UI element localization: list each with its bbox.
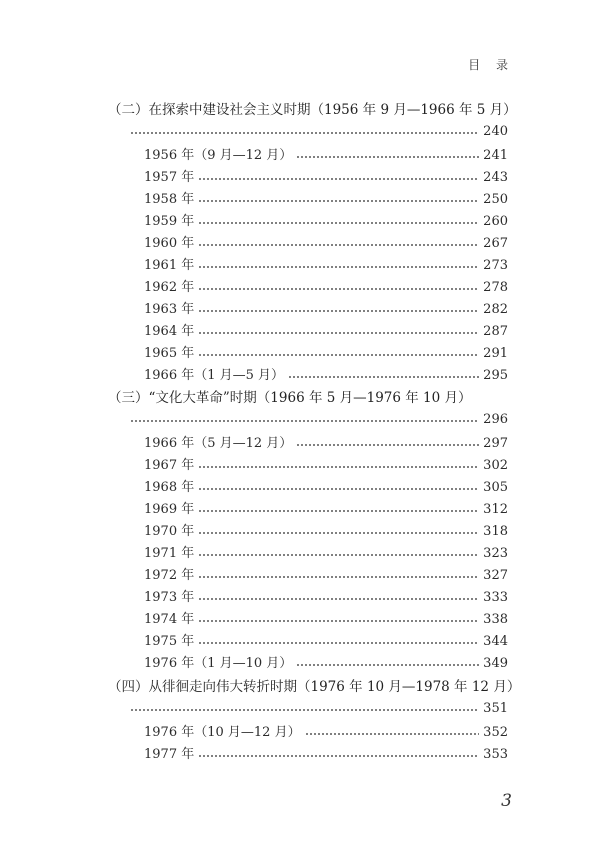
page-ref: 287	[483, 324, 508, 339]
entry-label: 1976 年（10 月—12 月）	[144, 725, 301, 740]
toc-entry[interactable]	[144, 564, 508, 583]
page-ref: 352	[483, 725, 508, 740]
toc-entry[interactable]	[144, 520, 508, 539]
dot-leader	[198, 500, 479, 513]
toc-entry[interactable]	[144, 608, 508, 627]
dot-leader	[198, 610, 479, 623]
toc-entry[interactable]	[144, 652, 508, 671]
entry-label: 1971 年	[144, 546, 195, 561]
dot-leader	[198, 234, 479, 247]
page-ref: 260	[483, 214, 508, 229]
page-ref: 338	[483, 612, 508, 627]
toc-entry[interactable]	[144, 586, 508, 605]
entry-label: 1970 年	[144, 524, 195, 539]
page-ref: 243	[483, 170, 508, 185]
entry-label: 1967 年	[144, 458, 195, 473]
dot-leader	[198, 300, 479, 313]
toc-entry[interactable]	[144, 320, 508, 339]
toc-entry[interactable]	[144, 188, 508, 207]
dot-leader	[198, 544, 479, 557]
page-ref: 240	[483, 124, 508, 139]
toc-entry[interactable]	[144, 210, 508, 229]
toc-entry[interactable]	[144, 542, 508, 561]
dot-leader	[198, 256, 479, 269]
toc-entry[interactable]	[144, 454, 508, 473]
entry-label: 1976 年（1 月—10 月）	[144, 656, 293, 671]
toc-entry[interactable]	[144, 743, 508, 762]
toc-entry[interactable]	[144, 476, 508, 495]
dot-leader	[305, 723, 480, 736]
dot-leader	[288, 366, 479, 379]
page-ref: 302	[483, 458, 508, 473]
entry-label: 1975 年	[144, 634, 195, 649]
toc-entry[interactable]	[144, 298, 508, 317]
entry-label: 1960 年	[144, 236, 195, 251]
page-ref: 282	[483, 302, 508, 317]
page-ref: 351	[483, 701, 508, 716]
entry-label: 1966 年（1 月—5 月）	[144, 368, 285, 383]
entry-label: 1966 年（5 月—12 月）	[144, 436, 293, 451]
entry-label: 1962 年	[144, 280, 195, 295]
running-head-title: 目 录	[468, 58, 514, 72]
section-title-3: （三）“文化大革命”时期（1966 年 5 月—1976 年 10 月）	[108, 390, 472, 406]
dot-leader	[198, 632, 479, 645]
toc-entry[interactable]	[144, 721, 508, 740]
dot-leader	[198, 522, 479, 535]
entry-label: 1969 年	[144, 502, 195, 517]
page-ref: 273	[483, 258, 508, 273]
dot-leader	[198, 566, 479, 579]
toc-entry[interactable]	[144, 364, 508, 383]
entry-label: 1959 年	[144, 214, 195, 229]
toc-entry[interactable]	[144, 254, 508, 273]
page-ref: 327	[483, 568, 508, 583]
toc-entry[interactable]	[144, 630, 508, 649]
entry-label: 1972 年	[144, 568, 195, 583]
page-ref: 297	[483, 436, 508, 451]
dot-leader	[198, 344, 479, 357]
page-ref: 291	[483, 346, 508, 361]
page-ref: 295	[483, 368, 508, 383]
toc-entry[interactable]	[144, 432, 508, 451]
page-ref: 333	[483, 590, 508, 605]
dot-leader	[198, 322, 479, 335]
toc-entry[interactable]	[144, 276, 508, 295]
toc-entry[interactable]	[144, 166, 508, 185]
dot-leader	[130, 410, 479, 423]
toc-entry[interactable]	[144, 232, 508, 251]
entry-label: 1964 年	[144, 324, 195, 339]
dot-leader	[296, 654, 479, 667]
entry-label: 1957 年	[144, 170, 195, 185]
section-title-2: （二）在探索中建设社会主义时期（1956 年 9 月—1966 年 5 月）	[108, 102, 517, 118]
entry-label: 1965 年	[144, 346, 195, 361]
page-number: 3	[501, 791, 512, 811]
entry-label: 1968 年	[144, 480, 195, 495]
toc-entry[interactable]	[144, 498, 508, 517]
page-ref: 267	[483, 236, 508, 251]
section-page-row-4[interactable]	[126, 699, 508, 716]
entry-label: 1961 年	[144, 258, 195, 273]
dot-leader	[198, 478, 479, 491]
dot-leader	[198, 190, 479, 203]
section-title-4: （四）从徘徊走向伟大转折时期（1976 年 10 月—1978 年 12 月）	[108, 679, 521, 695]
dot-leader	[198, 168, 479, 181]
section-page-row-3[interactable]	[126, 410, 508, 427]
page-ref: 312	[483, 502, 508, 517]
page-ref: 344	[483, 634, 508, 649]
dot-leader	[198, 745, 479, 758]
dot-leader	[198, 278, 479, 291]
toc-entry[interactable]	[144, 144, 508, 163]
dot-leader	[130, 122, 479, 135]
dot-leader	[198, 212, 479, 225]
entry-label: 1973 年	[144, 590, 195, 605]
toc-entry[interactable]	[144, 342, 508, 361]
dot-leader	[296, 434, 479, 447]
page-ref: 323	[483, 546, 508, 561]
entry-label: 1956 年（9 月—12 月）	[144, 148, 293, 163]
entry-label: 1974 年	[144, 612, 195, 627]
page-ref: 296	[483, 412, 508, 427]
page-ref: 349	[483, 656, 508, 671]
section-page-row-2[interactable]	[126, 122, 508, 139]
page-ref: 250	[483, 192, 508, 207]
page-ref: 318	[483, 524, 508, 539]
dot-leader	[130, 699, 479, 712]
dot-leader	[198, 456, 479, 469]
page-ref: 305	[483, 480, 508, 495]
page-ref: 241	[483, 148, 508, 163]
entry-label: 1977 年	[144, 747, 195, 762]
dot-leader	[198, 588, 479, 601]
entry-label: 1963 年	[144, 302, 195, 317]
page-ref: 353	[483, 747, 508, 762]
entry-label: 1958 年	[144, 192, 195, 207]
dot-leader	[296, 146, 479, 159]
page-ref: 278	[483, 280, 508, 295]
